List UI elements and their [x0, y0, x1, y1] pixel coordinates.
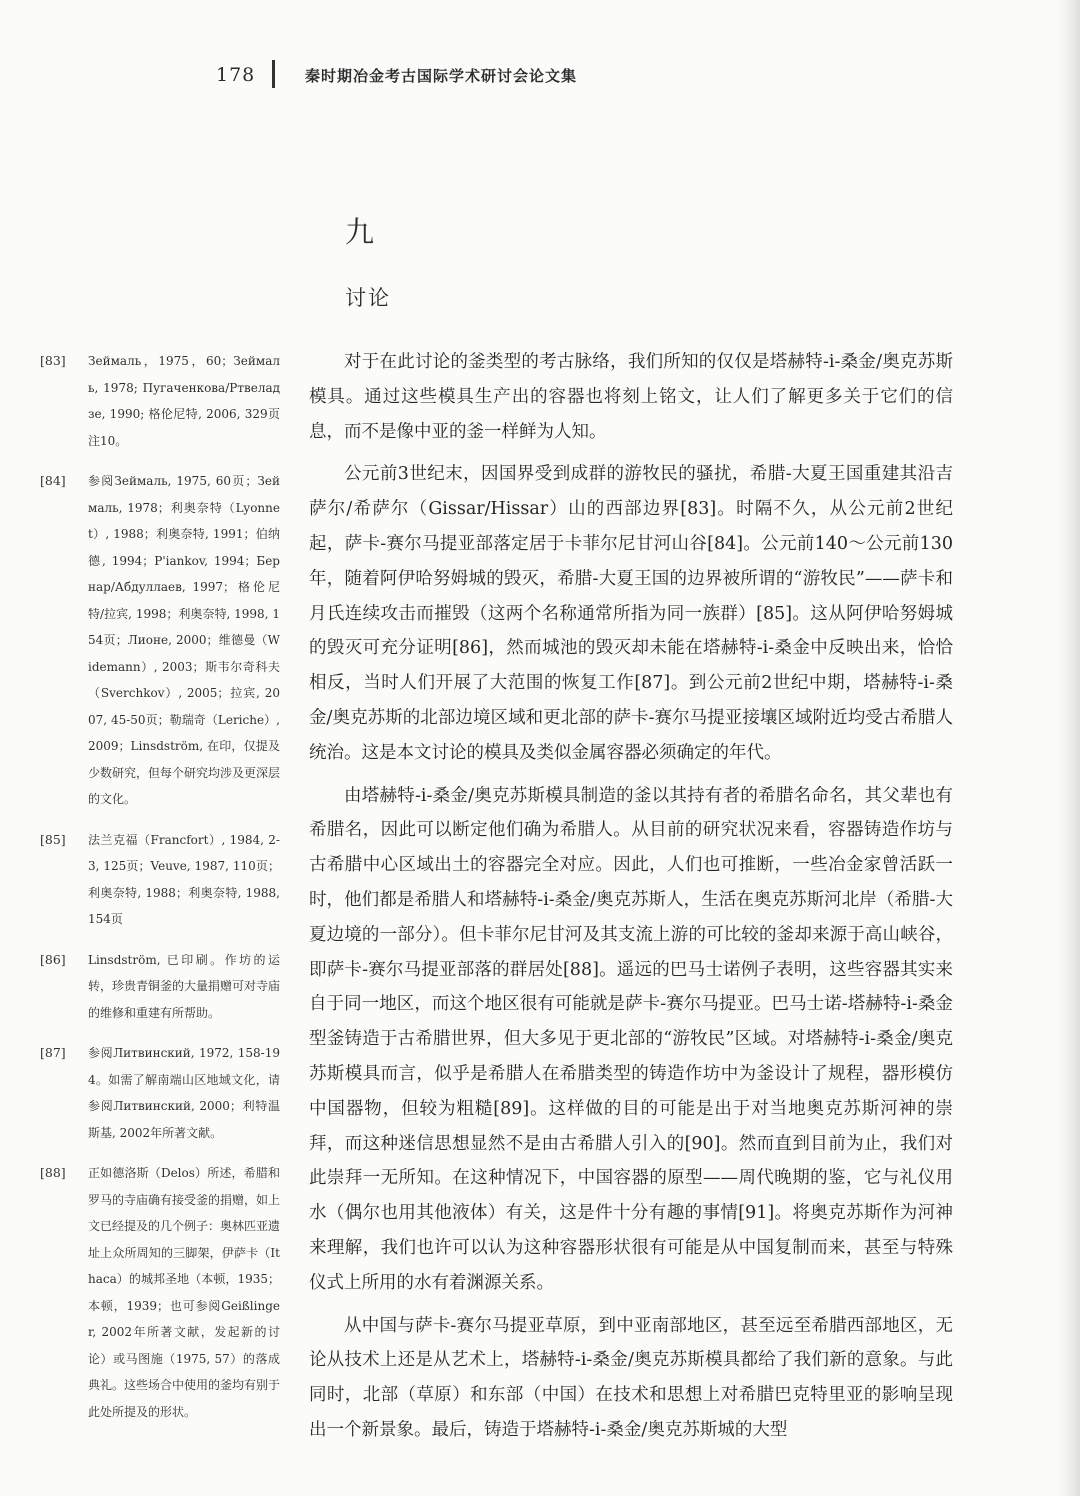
footnote-text: Зеймаль，1975，60；Зеймаль, 1978; Пугаченкова/Ртвеладзе, 1990; 格伦尼特, 2006, 329页注10。: [88, 354, 280, 448]
footnote-number: [86]: [40, 951, 66, 967]
footnote: [40, 1160, 280, 1425]
body-paragraph: 公元前3世纪末，因国界受到成群的游牧民的骚扰，希腊-大夏王国重建其沿吉萨尔/希萨尔（Gissar/Hissar）山的西部边界[83]。时隔不久，从公元前2世纪起，萨卡-赛尔马提亚部落定居于卡菲尔尼甘河山谷[84]。公元前140～公元前130年，随着阿伊哈努姆城的毁灭，希腊-大夏王国的边界被所谓的“游牧民”——萨卡和月氏连续攻击而摧毁（这两个名称通常所指为同一族群）[85]。这从阿伊哈努姆城的毁灭可充分证明[86]，然而城池的毁灭却未能在塔赫特-i-桑金中反映出来，恰恰相反，当时人们开展了大范围的恢复工作[87]。到公元前2世纪中期，塔赫特-i-桑金/奥克苏斯的北部边境区域和更北部的萨卡-赛尔马提亚接壤区域附近均受古希腊人统治。这是本文讨论的模具及类似金属容器必须确定的年代。: [309, 464, 953, 763]
body-text: [309, 345, 953, 1456]
header-divider: [272, 60, 275, 88]
footnote-text: Linsdström, 已印刷。作坊的运转，珍贵青铜釜的大量捐赠可对寺庙的维修和重建有所帮助。: [88, 952, 281, 1020]
body-paragraph: 由塔赫特-i-桑金/奥克苏斯模具制造的釜以其持有者的希腊名命名，其父辈也有希腊名，因此可以断定他们确为希腊人。从目前的研究状况来看，容器铸造作坊与古希腊中心区域出土的容器完全对应。因此，人们也可推断，一些冶金家曾活跃一时，他们都是希腊人和塔赫特-i-桑金/奥克苏斯人，生活在奥克苏斯河北岸（希腊-大夏边境的一部分）。但卡菲尔尼甘河及其支流上游的可比较的釜却来源于高山峡谷，即萨卡-赛尔马提亚部落的群居处[88]。遥远的巴马士诺例子表明，这些容器其实来自于同一地区，而这个地区很有可能就是萨卡-赛尔马提亚。巴马士诺-塔赫特-i-桑金型釜铸造于古希腊世界，但大多见于更北部的“游牧民”区域。对塔赫特-i-桑金/奥克苏斯模具而言，似乎是希腊人在希腊类型的铸造作坊中为釜设计了规程，器形模仿中国器物，但较为粗糙[89]。这样做的目的可能是出于对当地奥克苏斯河神的崇拜，而这种迷信思想显然不是由古希腊人引入的[90]。然而直到目前为止，我们对此崇拜一无所知。在这种情况下，中国容器的原型——周代晚期的鉴，它与礼仪用水（偶尔也用其他液体）有关，这是件十分有趣的事情[91]。将奥克苏斯作为河神来理解，我们也许可以认为这种容器形状很有可能是从中国复制而来，甚至与特殊仪式上所用的水有着渊源关系。: [309, 785, 953, 1293]
body-paragraph: 对于在此讨论的釜类型的考古脉络，我们所知的仅仅是塔赫特-i-桑金/奥克苏斯模具。通过这些模具生产出的容器也将刻上铭文，让人们了解更多关于它们的信息，而不是像中亚的釜一样鲜为人知。: [309, 352, 953, 442]
footnote-text: 参阅Литвинский, 1972, 158-194。如需了解南端山区地域文化，请参阅Литвинский, 2000；利特温斯基, 2002年所著文献。: [88, 1046, 280, 1140]
running-title: 秦时期冶金考古国际学术研讨会论文集: [305, 67, 578, 85]
running-header: [0, 58, 1080, 98]
scan-page-edge: [1058, 0, 1080, 1496]
footnote-text: 法兰克福（Francfort）, 1984, 2-3, 125页；Veuve, 1987, 110页；利奥奈特, 1988；利奥奈特, 1988, 154页: [88, 832, 280, 926]
page-number: 178: [216, 64, 256, 86]
footnote-number: [85]: [40, 831, 66, 847]
footnote-text: 正如德洛斯（Delos）所述，希腊和罗马的寺庙确有接受釜的捐赠，如上文已经提及的几个例子：奥林匹亚遗址上众所周知的三脚架，伊萨卡（Ithaca）的城邦圣地（本顿，1935；本顿，1939；也可参阅Geißlinger, 2002年所著文献，发起新的讨论）或马图施（1975, 57）的落成典礼。这些场合中使用的釜均有别于此处所提及的形状。: [88, 1166, 281, 1419]
footnote: [40, 468, 280, 813]
footnote: [40, 827, 280, 933]
footnote-number: [88]: [40, 1165, 66, 1180]
section-number: 九: [345, 215, 375, 249]
footnote-number: [84]: [40, 473, 66, 488]
footnote-number: [83]: [40, 353, 66, 368]
footnotes-column: [40, 348, 280, 1439]
footnote: [40, 1040, 280, 1146]
section-title: 讨论: [345, 286, 391, 310]
footnote-text: 参阅Зеймаль, 1975, 60页；Зеймаль, 1978；利奥奈特（Lyonnet）, 1988；利奥奈特, 1991；伯纳德, 1994；P'iankov, 1994；Бернар/Абдуллаев, 1997；格伦尼特/拉宾, 1998；利奥奈特, 1998, 154页；Лионе, 2000；维德曼（Widemann）, 2003；斯韦尔奇科夫（Sverchkov）, 2005；拉宾, 2007, 45-50页；勒瑞奇（Leriche）, 2009；Linsdström, 在印，仅提及少数研究，但每个研究均涉及更深层的文化。: [88, 474, 281, 806]
footnote: [40, 947, 280, 1027]
footnote: [40, 348, 280, 454]
body-paragraph: 从中国与萨卡-赛尔马提亚草原，到中亚南部地区，甚至远至希腊西部地区，无论从技术上还是从艺术上，塔赫特-i-桑金/奥克苏斯模具都给了我们新的意象。与此同时，北部（草原）和东部（中国）在技术和思想上对希腊巴克特里亚的影响呈现出一个新景象。最后，铸造于塔赫特-i-桑金/奥克苏斯城的大型: [309, 1315, 953, 1440]
footnote-number: [87]: [40, 1045, 66, 1060]
